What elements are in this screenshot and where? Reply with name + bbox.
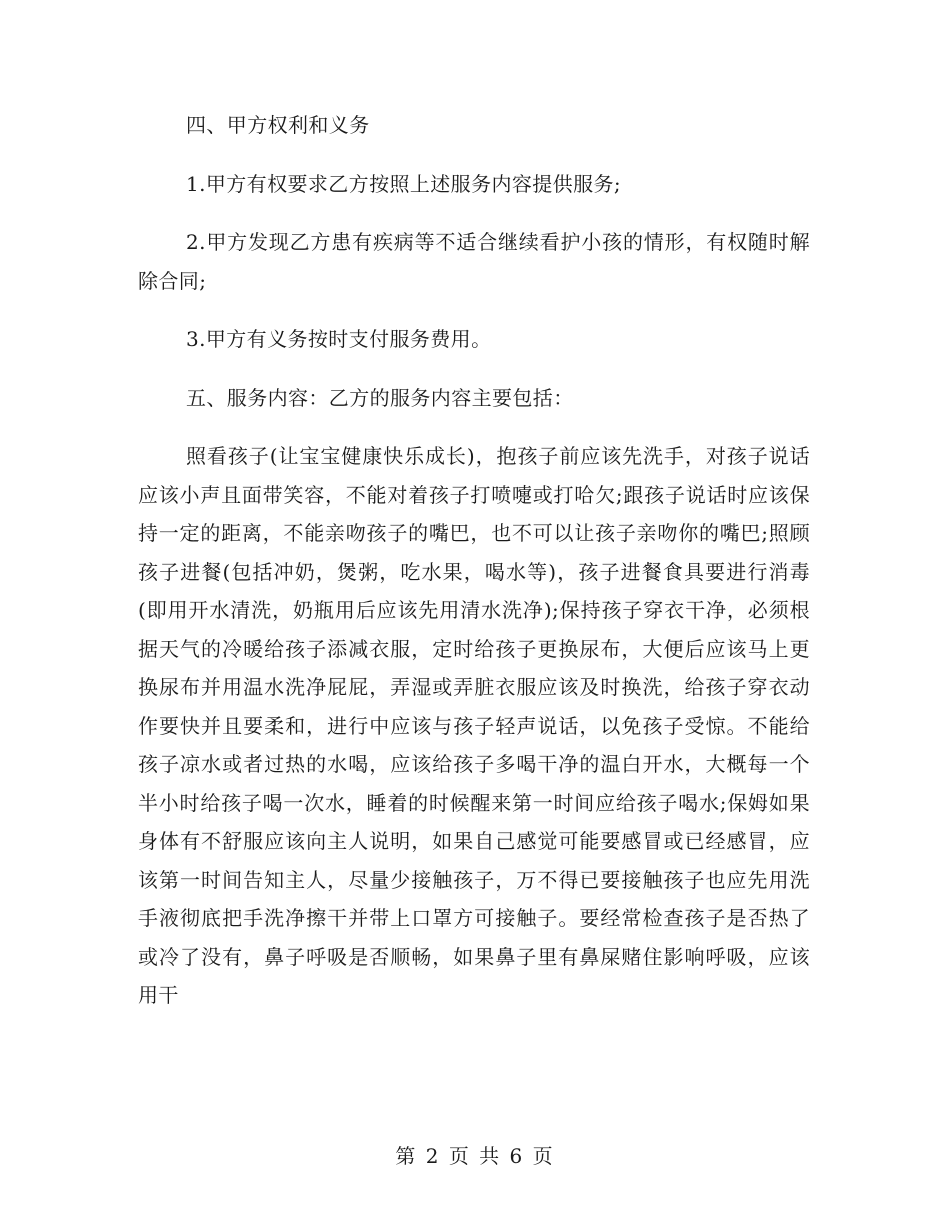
section-heading-party-a-rights: 四、甲方权利和义务 — [186, 113, 370, 137]
service-content-paragraph: 照看孩子(让宝宝健康快乐成长)，抱孩子前应该先洗手，对孩子说话应该小声且面带笑容，不能对着孩子打喷嚏或打哈欠;跟孩子说话时应该保持一定的距离，不能亲吻孩子的嘴巴，也不可以让孩子亲吻你的嘴巴;照顾孩子进餐(包括冲奶，煲粥，吃水果，喝水等)，孩子进餐食具要进行消毒(即用开水清洗，奶瓶用后应该先用清水洗净);保持孩子穿衣干净，必须根据天气的冷暖给孩子添减衣服，定时给孩子更换尿布，大便后应该马上更换尿布并用温水洗净屁屁，弄湿或弄脏衣服应该及时换洗，给孩子穿衣动作要快并且要柔和，进行中应该与孩子轻声说话，以免孩子受惊。不能给孩子凉水或者过热的水喝，应该给孩子多喝干净的温白开水，大概每一个半小时给孩子喝一次水，睡着的时候醒来第一时间应给孩子喝水;保姆如果身体有不舒服应该向主人说明，如果自己感觉可能要感冒或已经感冒，应该第一时间告知主人，尽量少接触孩子，万不得已要接触孩子也应先用洗手液彻底把手洗净擦干并带上口罩方可接触子。要经常检查孩子是否热了或冷了没有，鼻子呼吸是否顺畅，如果鼻子里有鼻屎赌住影响呼吸，应该用干 — [138, 444, 810, 1007]
page-footer: 第 2 页 共 6 页 — [395, 1144, 555, 1168]
clause-3: 3.甲方有义务按时支付服务费用。 — [186, 327, 492, 351]
clause-2: 2.甲方发现乙方患有疾病等不适合继续看护小孩的情形，有权随时解除合同; — [138, 230, 810, 293]
section-heading-service-content: 五、服务内容：乙方的服务内容主要包括： — [186, 385, 574, 410]
document-body — [138, 106, 810, 1015]
clause-1: 1.甲方有权要求乙方按照上述服务内容提供服务; — [186, 171, 622, 196]
